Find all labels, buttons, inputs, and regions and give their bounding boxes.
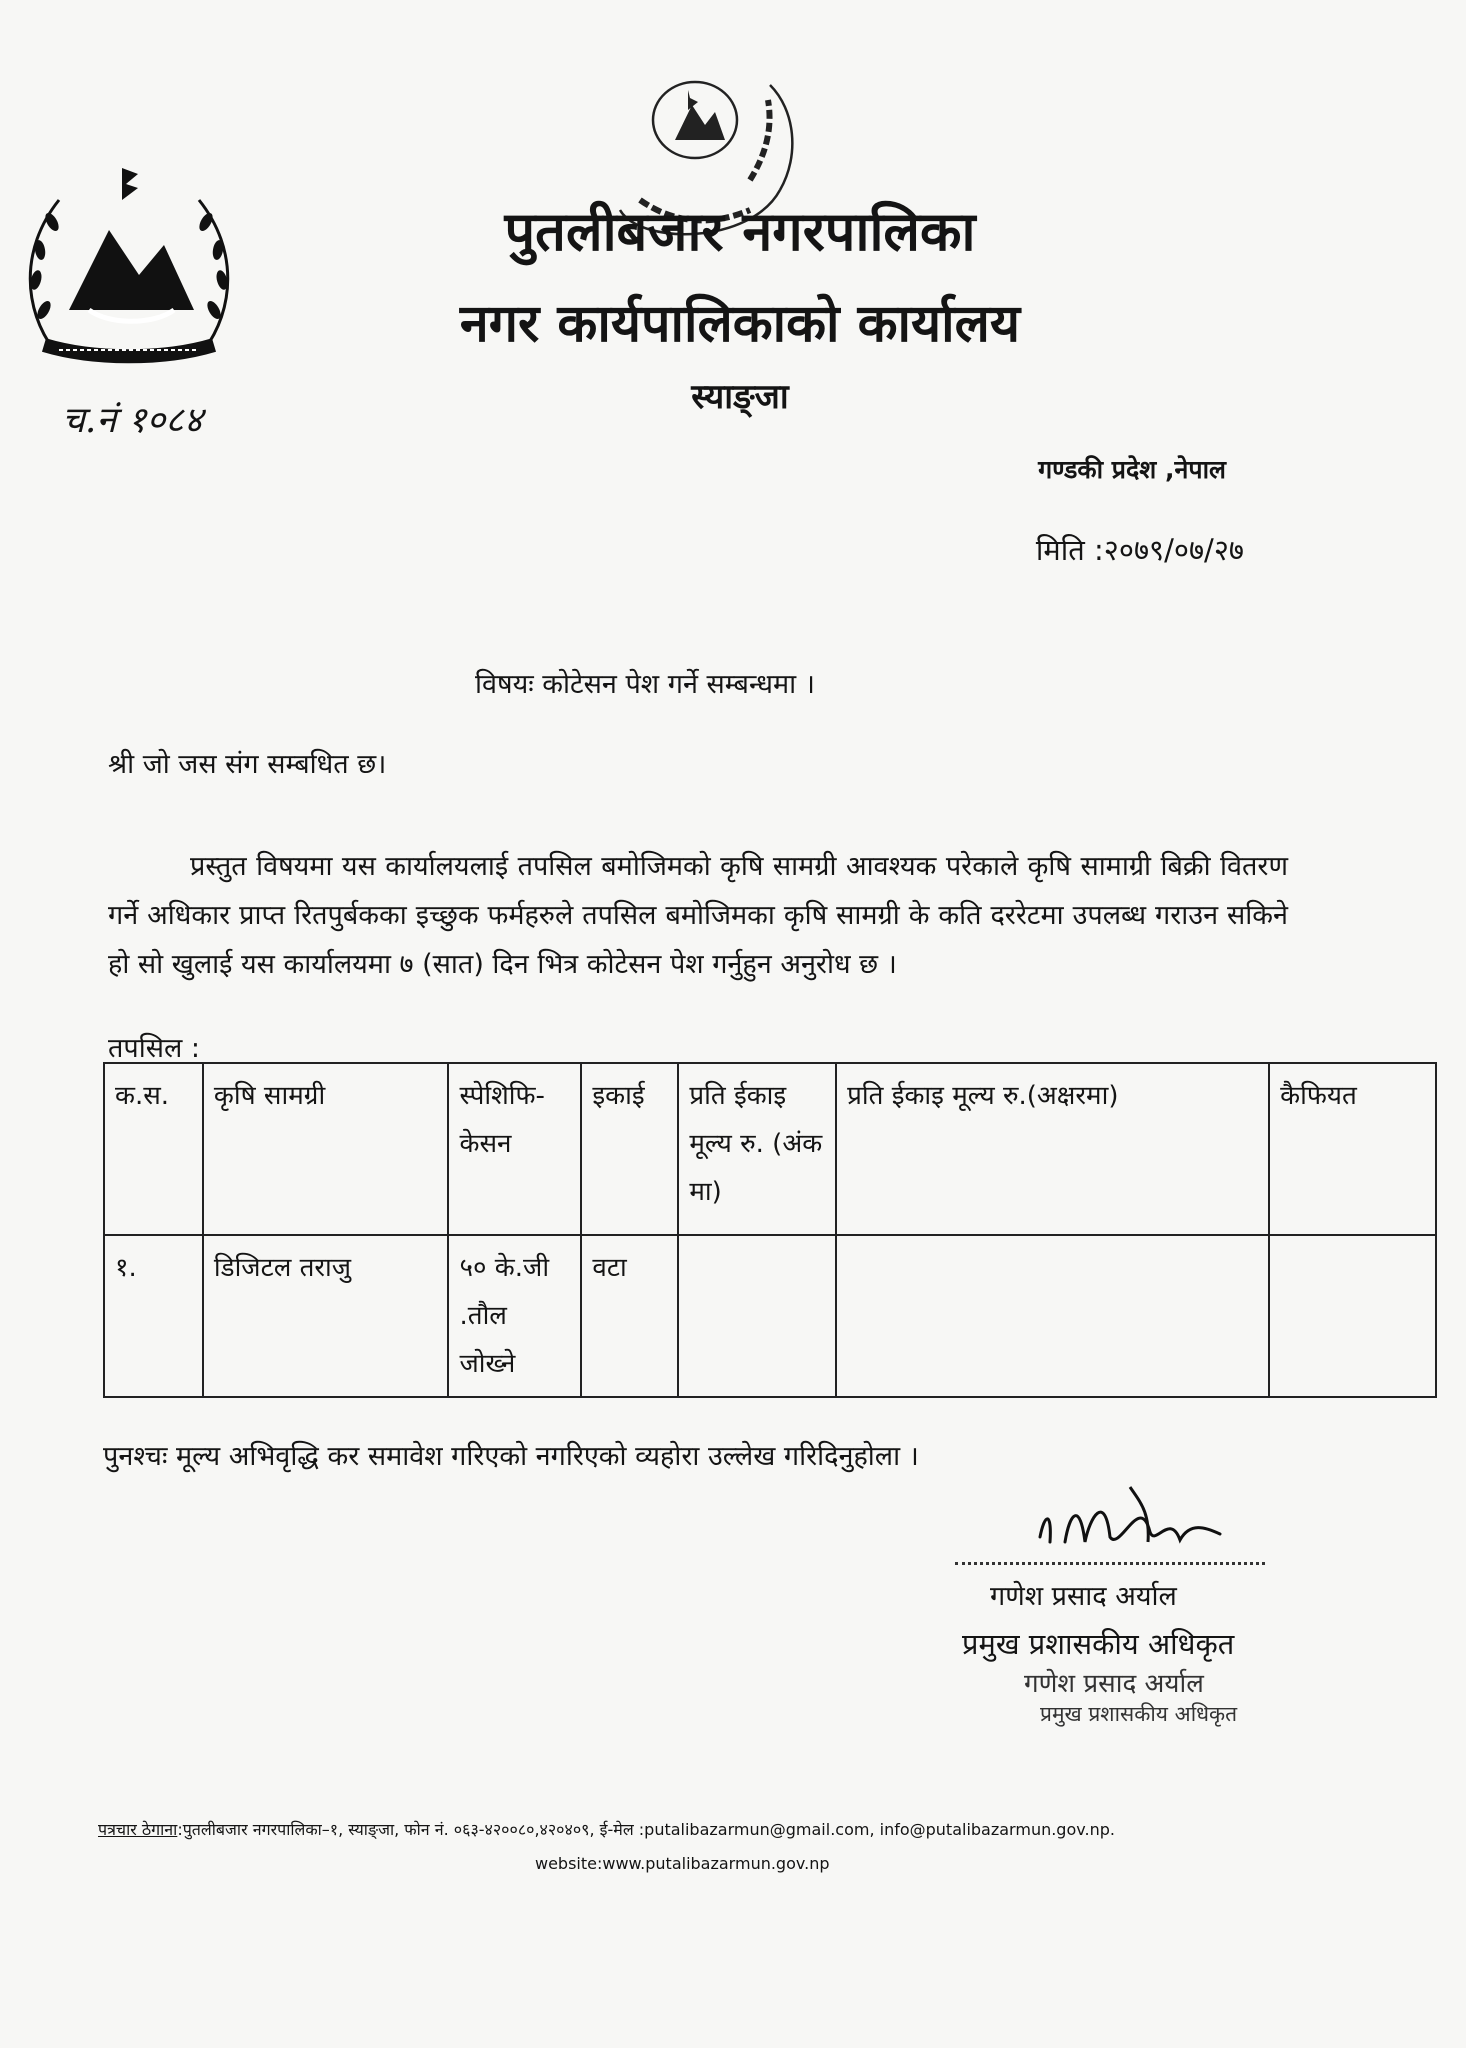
header-specification: स्पेशिफि-केसन: [448, 1063, 581, 1235]
header-item: कृषि सामग्री: [203, 1063, 449, 1235]
district-name: स्याङ्जा: [691, 377, 789, 417]
footer-address: [98, 1818, 1458, 1840]
header-price-figures: प्रति ईकाइ मूल्य रु. (अंक मा): [678, 1063, 836, 1235]
reference-number: च.नं १०८४: [62, 400, 203, 441]
letter-date: मिति :२०७९/०७/२७: [1035, 533, 1244, 567]
cell-price-words: [836, 1235, 1269, 1397]
postscript: पुनश्चः मूल्य अभिवृद्धि कर समावेश गरिएको नगरिएको व्यहोरा उल्लेख गरिदिनुहोला ।: [103, 1441, 919, 1472]
quotation-table: [103, 1062, 1437, 1398]
header-remarks: कैफियत: [1269, 1063, 1436, 1235]
municipality-name: पुतलीबजार नगरपालिका: [504, 200, 976, 263]
signer-title: प्रमुख प्रशासकीय अधिकृत: [962, 1627, 1235, 1661]
cell-specification: ५० के.जी .तौल जोख्ने: [448, 1235, 581, 1397]
title-stamp: प्रमुख प्रशासकीय अधिकृत: [1040, 1702, 1238, 1726]
footer-address-text: :पुतलीबजार नगरपालिका–१, स्याङ्जा, फोन नं. ०६३-४२००८०,४२०४०९, ई-मेल :putalibazarmun@gmail.com, info@putalibazarmun.gov.np.: [177, 1820, 1115, 1839]
footer-website: website:www.putalibazarmun.gov.np: [535, 1854, 830, 1873]
footer-address-label: पत्रचार ठेगाना: [98, 1820, 178, 1839]
table-header-row: [104, 1063, 1436, 1235]
cell-price-figures: [678, 1235, 836, 1397]
government-emblem: [14, 160, 244, 365]
cell-item: डिजिटल तराजु: [203, 1235, 449, 1397]
name-stamp: गणेश प्रसाद अर्याल: [1024, 1669, 1204, 1699]
letter-subject: विषयः कोटेसन पेश गर्ने सम्बन्धमा ।: [475, 669, 815, 700]
handwritten-signature: [1030, 1482, 1230, 1562]
cell-unit: वटा: [581, 1235, 678, 1397]
tapsil-label: तपसिल :: [108, 1033, 200, 1064]
province-label: गण्डकी प्रदेश ,नेपाल: [1038, 455, 1226, 484]
letter-body: प्रस्तुत विषयमा यस कार्यालयलाई तपसिल बमोजिमको कृषि सामग्री आवश्यक परेकाले कृषि सामाग्री बिक्री वितरण गर्ने अधिकार प्राप्त रितपुर्बकका इच्छुक फर्महरुले तपसिल बमोजिमका कृषि सामग्री के कति दररेटमा उपलब्ध गराउन सकिने हो सो खुलाई यस कार्यालयमा ७ (सात) दिन भित्र कोटेसन पेश गर्नुहुन अनुरोध छ ।: [108, 851, 1288, 980]
office-name: नगर कार्यपालिकाको कार्यालय: [459, 294, 1021, 354]
cell-serial: १.: [104, 1235, 203, 1397]
header-unit: इकाई: [581, 1063, 678, 1235]
signer-name: गणेश प्रसाद अर्याल: [990, 1581, 1177, 1612]
cell-remarks: [1269, 1235, 1436, 1397]
header-price-words: प्रति ईकाइ मूल्य रु.(अक्षरमा): [836, 1063, 1269, 1235]
header-serial: क.स.: [104, 1063, 203, 1235]
table-row: [104, 1235, 1436, 1397]
letter-salutation: श्री जो जस संग सम्बधित छ।: [108, 749, 387, 780]
signature-line: [955, 1562, 1265, 1565]
